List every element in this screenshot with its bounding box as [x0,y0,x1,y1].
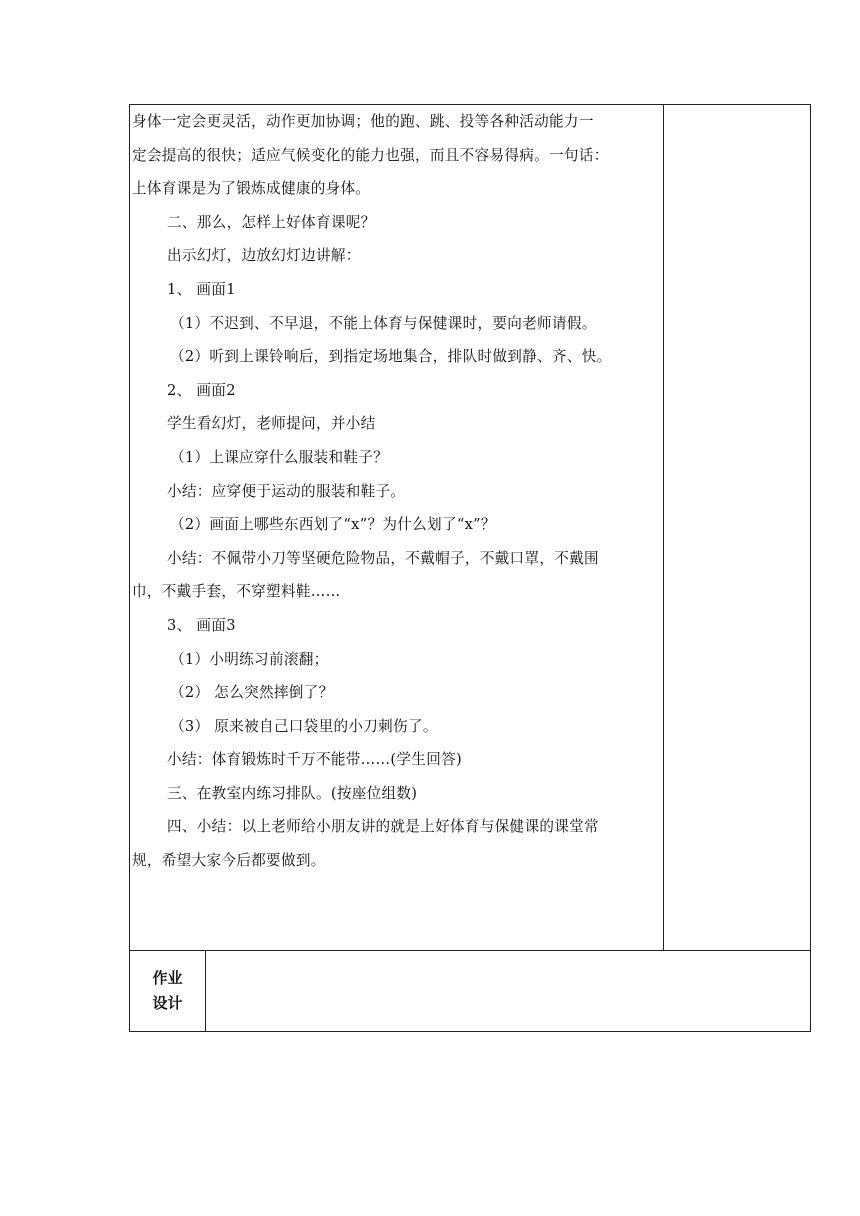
lesson-line: 1、 画面1 [167,280,236,298]
lesson-line: 规，希望大家今后都要做到。 [132,852,326,870]
column-divider-notes [663,105,664,950]
lesson-line: （1）小明练习前滚翻； [170,650,329,668]
lesson-line: （2） 怎么突然摔倒了？ [170,684,334,702]
lesson-line: 三、在教室内练习排队。(按座位组数) [167,784,418,802]
lesson-line: 3、 画面3 [167,616,236,634]
lesson-line: （1）不迟到、不早退，不能上体育与保健课时，要向老师请假。 [170,314,597,332]
homework-cell[interactable] [206,951,810,1031]
homework-label-line1: 作业 [152,968,183,987]
lesson-line: 小结：不佩带小刀等坚硬危险物品，不戴帽子，不戴口罩，不戴围 [167,549,599,567]
lesson-line: 2、 画面2 [167,381,236,399]
lesson-content [132,105,662,878]
lesson-line: 四、小结：以上老师给小朋友讲的就是上好体育与保健课的课堂常 [167,818,599,836]
lesson-table [129,104,811,1032]
lesson-line: 学生看幻灯，老师提问，并小结 [167,415,376,433]
lesson-line: 巾，不戴手套，不穿塑料鞋…… [132,583,341,601]
lesson-line: （1）上课应穿什么服装和鞋子？ [170,448,389,466]
lesson-line: 出示幻灯，边放幻灯边讲解： [167,247,361,265]
lesson-line: 二、那么，怎样上好体育课呢？ [167,213,376,231]
lesson-line: （3） 原来被自己口袋里的小刀刺伤了。 [170,717,438,735]
lesson-line: 定会提高的很快；适应气候变化的能力也强，而且不容易得病。一句话： [132,146,609,164]
lesson-line: （2）画面上哪些东西划了“x”？为什么划了“x”？ [170,516,496,534]
lesson-line: 小结：应穿便于运动的服装和鞋子。 [167,482,406,500]
lesson-line: 上体育课是为了锻炼成健康的身体。 [132,180,371,198]
lesson-line: 小结：体育锻炼时千万不能带……(学生回答) [167,751,462,769]
homework-label [130,950,205,1031]
lesson-line: 身体一定会更灵活，动作更加协调；他的跑、跳、投等各种活动能力一 [132,113,594,130]
lesson-line: （2）听到上课铃响后，到指定场地集合，排队时做到静、齐、快。 [170,348,612,366]
homework-label-line2: 设计 [152,993,183,1012]
